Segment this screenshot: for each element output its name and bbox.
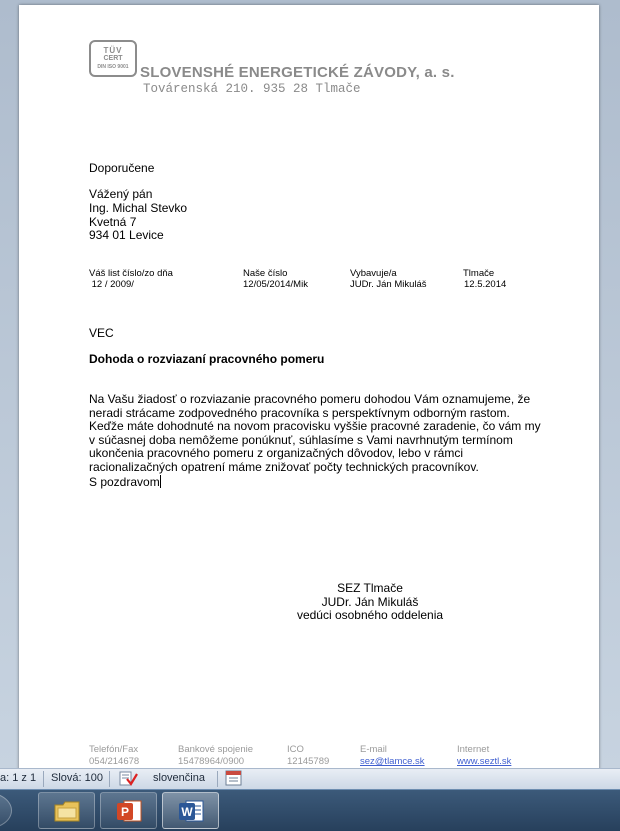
footer-web-link[interactable]: www.seztl.sk [457,756,512,767]
footer-phone-value: 054/214678 [89,756,140,767]
taskbar-explorer-button[interactable] [38,792,95,829]
start-orb-button[interactable] [0,792,12,829]
taskbar-powerpoint-button[interactable] [100,792,157,829]
footer-web-label: Internet [457,744,490,755]
word-icon [177,797,205,825]
reference-value: 12.5.2014 [464,279,507,290]
svg-text:P: P [120,805,130,819]
signature-line-2: JUDr. Ján Mikuláš [321,595,419,609]
body-line: Keďže máte dohodnuté na novom pracovisku vyššie pracovné zaradenie, čo vám my [89,419,541,434]
taskbar [0,789,620,831]
footer-ico-value: 12145789 [287,756,330,767]
recipient-name: Ing. Michal Stevko [89,201,188,215]
reference-header: Váš list číslo/zo dňa [89,268,173,279]
body-line: v súčasnej doba nemôžeme ponúknuť, súhlasíme s Vami navrhnutým termínom [89,432,513,447]
svg-text:W: W [181,805,193,819]
body-line: Na Vašu žiadosť o rozviazanie pracovného pomeru dohodou Vám oznamujeme, že [89,392,531,406]
letter-body[interactable] [89,393,549,489]
recipient-salutation: Vážený pán [89,187,153,201]
folder-icon [53,797,81,825]
closing-line [89,475,549,490]
footer-email-label: E-mail [360,744,387,755]
footer-phone-label: Telefón/Fax [89,744,139,755]
recipient-street: Kvetná 7 [89,215,137,229]
body-line: ukončenia pracovného pomeru z organizačných dôvodov, lebo v rámci [89,446,463,461]
reference-header: Naše číslo [243,268,288,279]
company-name: SLOVENSHÉ ENERGETICKÉ ZÁVODY, a. s. [140,64,455,81]
footer-ico-label: ICO [287,744,304,755]
reference-value: 12/05/2014/Mik [243,279,308,290]
text-cursor [160,475,161,488]
status-bar [0,768,620,789]
status-divider [217,771,218,787]
logo-text-2: CERT [103,54,123,62]
delivery-note: Doporučene [89,161,155,175]
subject-title: Dohoda o rozviazaní pracovného pomeru [89,352,325,366]
word-count-status[interactable]: Slová: 100 [51,772,103,784]
status-divider [109,771,110,787]
reference-value: 12 / 2009/ [89,279,134,290]
language-status[interactable]: slovenčina [153,772,205,784]
reference-header: Vybavuje/a [350,268,397,279]
proofing-icon[interactable] [118,770,138,790]
footer-bank-label: Bankové spojenie [178,744,253,755]
logo-text-3: DIN ISO 9001 [97,63,129,70]
page-count-status[interactable]: a: 1 z 1 [0,772,37,784]
body-line: neradi strácame zodpovedného pracovníka s perspektívnym odborným rastom. [89,405,510,420]
status-divider [43,771,44,787]
signature-line-3: vedúci osobného oddelenia [296,608,444,622]
reference-header: Tlmače [463,268,495,279]
tuv-cert-logo [89,40,137,77]
body-line: racionalizačných opatrení máme znižovať počty technických pracovníkov. [89,459,479,474]
macro-recording-icon[interactable] [225,770,242,789]
closing-text: S pozdravom [89,474,160,489]
company-address: Továrenská 210. 935 28 Tlmače [143,82,361,96]
subject-label: VEC [89,326,114,340]
document-page[interactable] [19,5,599,785]
powerpoint-icon [115,797,143,825]
logo-text-1: TÜV [103,45,123,55]
footer-email-link[interactable]: sez@tlamce.sk [360,756,425,767]
recipient-city: 934 01 Levice [89,228,164,242]
signature-line-1: SEZ Tlmače [337,581,403,595]
taskbar-word-button[interactable] [162,792,219,829]
footer-bank-value: 15478964/0900 [178,756,245,767]
reference-value: JUDr. Ján Mikuláš [350,279,427,290]
